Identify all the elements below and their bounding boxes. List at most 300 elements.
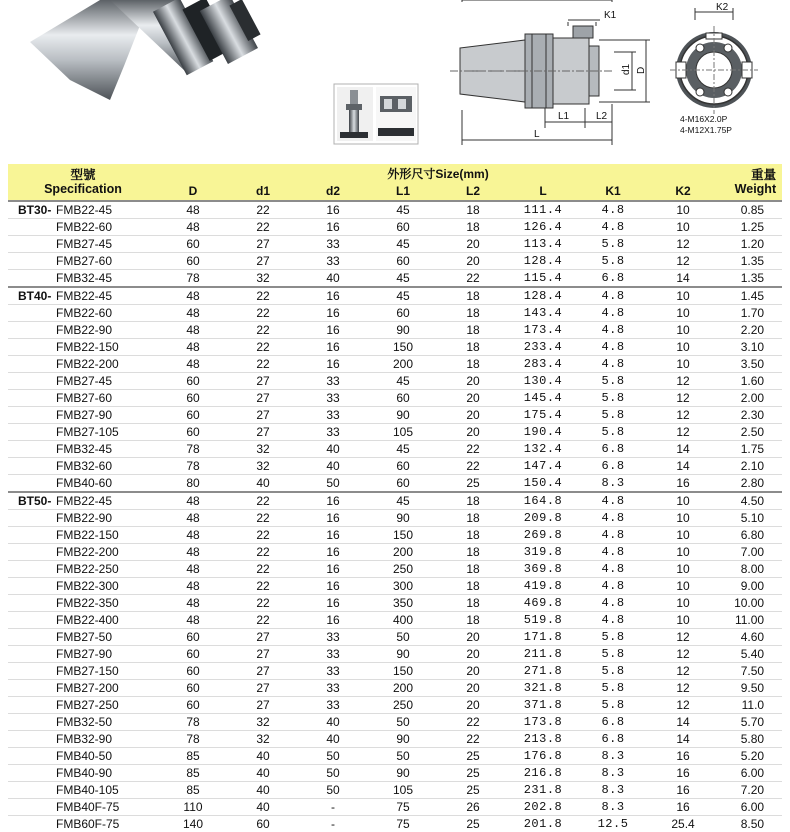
table-body [8,201,782,832]
value-cell: 8.3 [578,765,648,782]
model-cell [8,424,158,441]
value-cell: 40 [298,731,368,748]
value-cell: 27 [228,663,298,680]
value-cell: 18 [438,578,508,595]
value-cell: 22 [228,561,298,578]
value-cell: 1.60 [718,373,782,390]
value-cell: 18 [438,612,508,629]
model-cell [8,270,158,288]
value-cell: 200 [368,356,438,373]
header-weight [718,164,782,201]
model-name: FMB22-60 [56,306,113,320]
spec-table [8,164,782,832]
value-cell: 45 [368,287,438,305]
value-cell: 231.8 [508,782,578,799]
value-cell: 11.0 [718,697,782,714]
header-weight-en: Weight [734,182,777,196]
model-cell [8,236,158,253]
value-cell: 50 [298,475,368,493]
value-cell: 4.8 [578,219,648,236]
value-cell: 5.8 [578,424,648,441]
value-cell: 130.4 [508,373,578,390]
value-cell: 8.3 [578,748,648,765]
value-cell: 20 [438,629,508,646]
column-header-4: L2 [438,182,508,201]
table-row [8,458,782,475]
model-cell [8,561,158,578]
model-name: FMB22-150 [56,528,119,542]
value-cell: 18 [438,492,508,510]
value-cell: 519.8 [508,612,578,629]
value-cell: 18 [438,544,508,561]
value-cell: 18 [438,219,508,236]
value-cell: 75 [368,799,438,816]
model-cell [8,663,158,680]
column-header-2: d2 [298,182,368,201]
value-cell: 48 [158,595,228,612]
model-cell [8,458,158,475]
value-cell: 50 [298,748,368,765]
value-cell: 48 [158,322,228,339]
value-cell: 60 [158,663,228,680]
value-cell: 150 [368,663,438,680]
value-cell: 90 [368,731,438,748]
value-cell: 4.8 [578,527,648,544]
value-cell: 4.8 [578,305,648,322]
value-cell: 173.8 [508,714,578,731]
table-row [8,287,782,305]
value-cell: 10 [648,595,718,612]
value-cell: 12 [648,407,718,424]
value-cell: 33 [298,697,368,714]
model-name: FMB40F-75 [56,800,120,814]
value-cell: 147.4 [508,458,578,475]
value-cell: 40 [228,799,298,816]
value-cell: 0.85 [718,201,782,219]
value-cell: 32 [228,458,298,475]
value-cell: 11.00 [718,612,782,629]
value-cell: 78 [158,441,228,458]
value-cell: 2.80 [718,475,782,493]
value-cell: 22 [228,201,298,219]
value-cell: 4.8 [578,544,648,561]
value-cell: 176.8 [508,748,578,765]
value-cell: 78 [158,270,228,288]
value-cell: 48 [158,527,228,544]
value-cell: 60 [158,424,228,441]
value-cell: 200 [368,544,438,561]
value-cell: 175.4 [508,407,578,424]
value-cell: 48 [158,339,228,356]
value-cell: 211.8 [508,646,578,663]
model-cell [8,492,158,510]
model-name: FMB40-60 [56,476,113,490]
value-cell: 20 [438,646,508,663]
value-cell: 14 [648,731,718,748]
value-cell: 126.4 [508,219,578,236]
group-label: BT30- [18,203,52,217]
value-cell: 271.8 [508,663,578,680]
value-cell: 78 [158,731,228,748]
value-cell: 20 [438,407,508,424]
value-cell: 200 [368,680,438,697]
value-cell: 209.8 [508,510,578,527]
value-cell: 50 [298,782,368,799]
table-row [8,782,782,799]
value-cell: 85 [158,765,228,782]
value-cell: 8.50 [718,816,782,832]
table-row [8,305,782,322]
value-cell: 8.00 [718,561,782,578]
model-cell [8,782,158,799]
value-cell: 48 [158,287,228,305]
label-d: D [636,66,647,74]
value-cell: 50 [368,629,438,646]
value-cell: 27 [228,629,298,646]
value-cell: 269.8 [508,527,578,544]
model-name: FMB27-50 [56,630,113,644]
value-cell: 2.30 [718,407,782,424]
value-cell: 4.8 [578,578,648,595]
value-cell: 3.50 [718,356,782,373]
value-cell: 85 [158,748,228,765]
value-cell: 22 [438,270,508,288]
value-cell: 22 [228,510,298,527]
model-name: FMB22-60 [56,220,113,234]
model-name: FMB32-50 [56,715,113,729]
value-cell: 7.20 [718,782,782,799]
value-cell: 18 [438,561,508,578]
value-cell: 12 [648,424,718,441]
value-cell: 32 [228,441,298,458]
value-cell: 40 [228,748,298,765]
table-row [8,373,782,390]
value-cell: 4.50 [718,492,782,510]
value-cell: 132.4 [508,441,578,458]
value-cell: 90 [368,510,438,527]
value-cell: 5.8 [578,253,648,270]
value-cell: 33 [298,390,368,407]
value-cell: 16 [298,561,368,578]
value-cell: 10 [648,287,718,305]
value-cell: 1.70 [718,305,782,322]
value-cell: 202.8 [508,799,578,816]
value-cell: 32 [228,714,298,731]
table-row [8,544,782,561]
value-cell: 48 [158,612,228,629]
label-l2: L2 [596,111,608,122]
value-cell: 1.35 [718,253,782,270]
table-row [8,799,782,816]
value-cell: 10 [648,322,718,339]
value-cell: 20 [438,236,508,253]
model-cell [8,748,158,765]
value-cell: 371.8 [508,697,578,714]
value-cell: 10 [648,612,718,629]
value-cell: 164.8 [508,492,578,510]
model-name: FMB27-45 [56,237,113,251]
value-cell: 2.20 [718,322,782,339]
value-cell: 78 [158,714,228,731]
table-row [8,492,782,510]
value-cell: 48 [158,492,228,510]
value-cell: 4.8 [578,287,648,305]
value-cell: 22 [438,731,508,748]
value-cell: 283.4 [508,356,578,373]
label-d1: d1 [621,63,632,75]
value-cell: 4.60 [718,629,782,646]
value-cell: 12 [648,646,718,663]
header-specification [8,164,158,201]
model-cell [8,219,158,236]
value-cell: 16 [298,578,368,595]
model-name: FMB22-200 [56,545,119,559]
model-cell [8,339,158,356]
value-cell: 27 [228,646,298,663]
value-cell: 12 [648,236,718,253]
model-name: FMB40-105 [56,783,119,797]
value-cell: 173.4 [508,322,578,339]
table-row [8,595,782,612]
table-row [8,441,782,458]
value-cell: 128.4 [508,253,578,270]
value-cell: 16 [298,322,368,339]
thread-label-m16: 4-M16X2.0P [680,114,728,124]
pull-stud-thumbnail [334,84,418,144]
value-cell: 14 [648,458,718,475]
model-name: FMB32-45 [56,271,113,285]
value-cell: 60 [158,373,228,390]
value-cell: 90 [368,322,438,339]
value-cell: 48 [158,219,228,236]
value-cell: 4.8 [578,322,648,339]
model-name: FMB27-200 [56,681,119,695]
label-l1: L1 [558,111,570,122]
model-cell [8,714,158,731]
model-cell [8,441,158,458]
value-cell: 5.40 [718,646,782,663]
table-row [8,510,782,527]
model-cell [8,390,158,407]
value-cell: 8.3 [578,799,648,816]
value-cell: 16 [298,612,368,629]
value-cell: 25 [438,765,508,782]
value-cell: 5.8 [578,373,648,390]
model-cell [8,578,158,595]
value-cell: 10 [648,578,718,595]
table-row [8,424,782,441]
value-cell: 60 [368,390,438,407]
value-cell: 22 [228,595,298,612]
value-cell: 5.80 [718,731,782,748]
value-cell: 60 [368,475,438,493]
value-cell: 12 [648,663,718,680]
value-cell: 469.8 [508,595,578,612]
value-cell: 48 [158,201,228,219]
value-cell: 20 [438,424,508,441]
model-name: FMB22-45 [56,494,113,508]
value-cell: 27 [228,680,298,697]
value-cell: 20 [438,253,508,270]
table-row [8,561,782,578]
model-name: FMB22-250 [56,562,119,576]
model-name: FMB27-60 [56,391,113,405]
front-view-drawing [670,8,758,114]
value-cell: 40 [298,441,368,458]
value-cell: 171.8 [508,629,578,646]
model-cell [8,544,158,561]
value-cell: 10 [648,219,718,236]
value-cell: 22 [228,305,298,322]
value-cell: 400 [368,612,438,629]
value-cell: 27 [228,253,298,270]
value-cell: 60 [368,219,438,236]
value-cell: 75 [368,816,438,832]
table-row [8,219,782,236]
table-row [8,816,782,832]
value-cell: 216.8 [508,765,578,782]
value-cell: 5.70 [718,714,782,731]
value-cell: 22 [228,287,298,305]
value-cell: 5.8 [578,663,648,680]
value-cell: 190.4 [508,424,578,441]
value-cell: 16 [298,544,368,561]
value-cell: 22 [228,612,298,629]
table-row [8,253,782,270]
value-cell: 1.75 [718,441,782,458]
value-cell: 12 [648,680,718,697]
value-cell: 22 [438,441,508,458]
table-row [8,731,782,748]
value-cell: 10.00 [718,595,782,612]
value-cell: 6.80 [718,527,782,544]
value-cell: 60 [158,629,228,646]
value-cell: 12 [648,697,718,714]
table-row [8,407,782,424]
table-row [8,201,782,219]
value-cell: 6.00 [718,765,782,782]
value-cell: 18 [438,527,508,544]
value-cell: 32 [228,731,298,748]
value-cell: 48 [158,544,228,561]
value-cell: 60 [228,816,298,832]
value-cell: 105 [368,424,438,441]
value-cell: 45 [368,201,438,219]
value-cell: 6.8 [578,441,648,458]
table-row [8,748,782,765]
value-cell: 14 [648,270,718,288]
value-cell: 18 [438,339,508,356]
value-cell: 10 [648,510,718,527]
column-header-1: d1 [228,182,298,201]
table-row [8,578,782,595]
table-row [8,697,782,714]
group-label: BT50- [18,494,52,508]
value-cell: 33 [298,373,368,390]
model-name: FMB27-90 [56,408,113,422]
value-cell: 369.8 [508,561,578,578]
value-cell: 60 [368,305,438,322]
table-row [8,646,782,663]
value-cell: 7.00 [718,544,782,561]
value-cell: 18 [438,595,508,612]
value-cell: 33 [298,407,368,424]
model-cell [8,595,158,612]
value-cell: 10 [648,201,718,219]
table-header [8,164,782,201]
value-cell: 40 [298,714,368,731]
value-cell: 48 [158,305,228,322]
value-cell: 27 [228,697,298,714]
value-cell: 33 [298,236,368,253]
value-cell: 60 [158,236,228,253]
value-cell: 4.8 [578,612,648,629]
value-cell: 12 [648,629,718,646]
value-cell: 16 [648,765,718,782]
value-cell: 10 [648,544,718,561]
value-cell: 48 [158,510,228,527]
model-cell [8,510,158,527]
value-cell: 140 [158,816,228,832]
value-cell: 90 [368,765,438,782]
header-model-en: Specification [44,182,122,196]
value-cell: 16 [298,356,368,373]
value-cell: 33 [298,424,368,441]
model-cell [8,731,158,748]
model-name: FMB22-90 [56,323,113,337]
value-cell: 5.10 [718,510,782,527]
value-cell: 16 [298,287,368,305]
model-cell [8,305,158,322]
value-cell: 45 [368,236,438,253]
value-cell: 111.4 [508,201,578,219]
value-cell: 90 [368,407,438,424]
table-row [8,663,782,680]
value-cell: 419.8 [508,578,578,595]
value-cell: 12 [648,390,718,407]
value-cell: 5.8 [578,390,648,407]
value-cell: 25 [438,782,508,799]
value-cell: 1.45 [718,287,782,305]
value-cell: 16 [648,782,718,799]
value-cell: 16 [298,339,368,356]
model-cell [8,356,158,373]
value-cell: 4.8 [578,339,648,356]
column-header-5: L [508,182,578,201]
value-cell: 105 [368,782,438,799]
table-row [8,322,782,339]
model-name: FMB22-45 [56,203,113,217]
value-cell: 300 [368,578,438,595]
value-cell: 60 [368,458,438,475]
value-cell: 25 [438,475,508,493]
value-cell: 50 [298,765,368,782]
label-k1: K1 [604,10,617,21]
value-cell: 33 [298,646,368,663]
value-cell: 22 [228,339,298,356]
header-weight-cn: 重量 [751,168,777,182]
table-row [8,714,782,731]
value-cell: 27 [228,390,298,407]
model-cell [8,287,158,305]
table-row [8,356,782,373]
value-cell: 4.8 [578,201,648,219]
value-cell: 27 [228,236,298,253]
value-cell: 4.8 [578,510,648,527]
value-cell: 250 [368,697,438,714]
model-cell [8,612,158,629]
value-cell: 201.8 [508,816,578,832]
